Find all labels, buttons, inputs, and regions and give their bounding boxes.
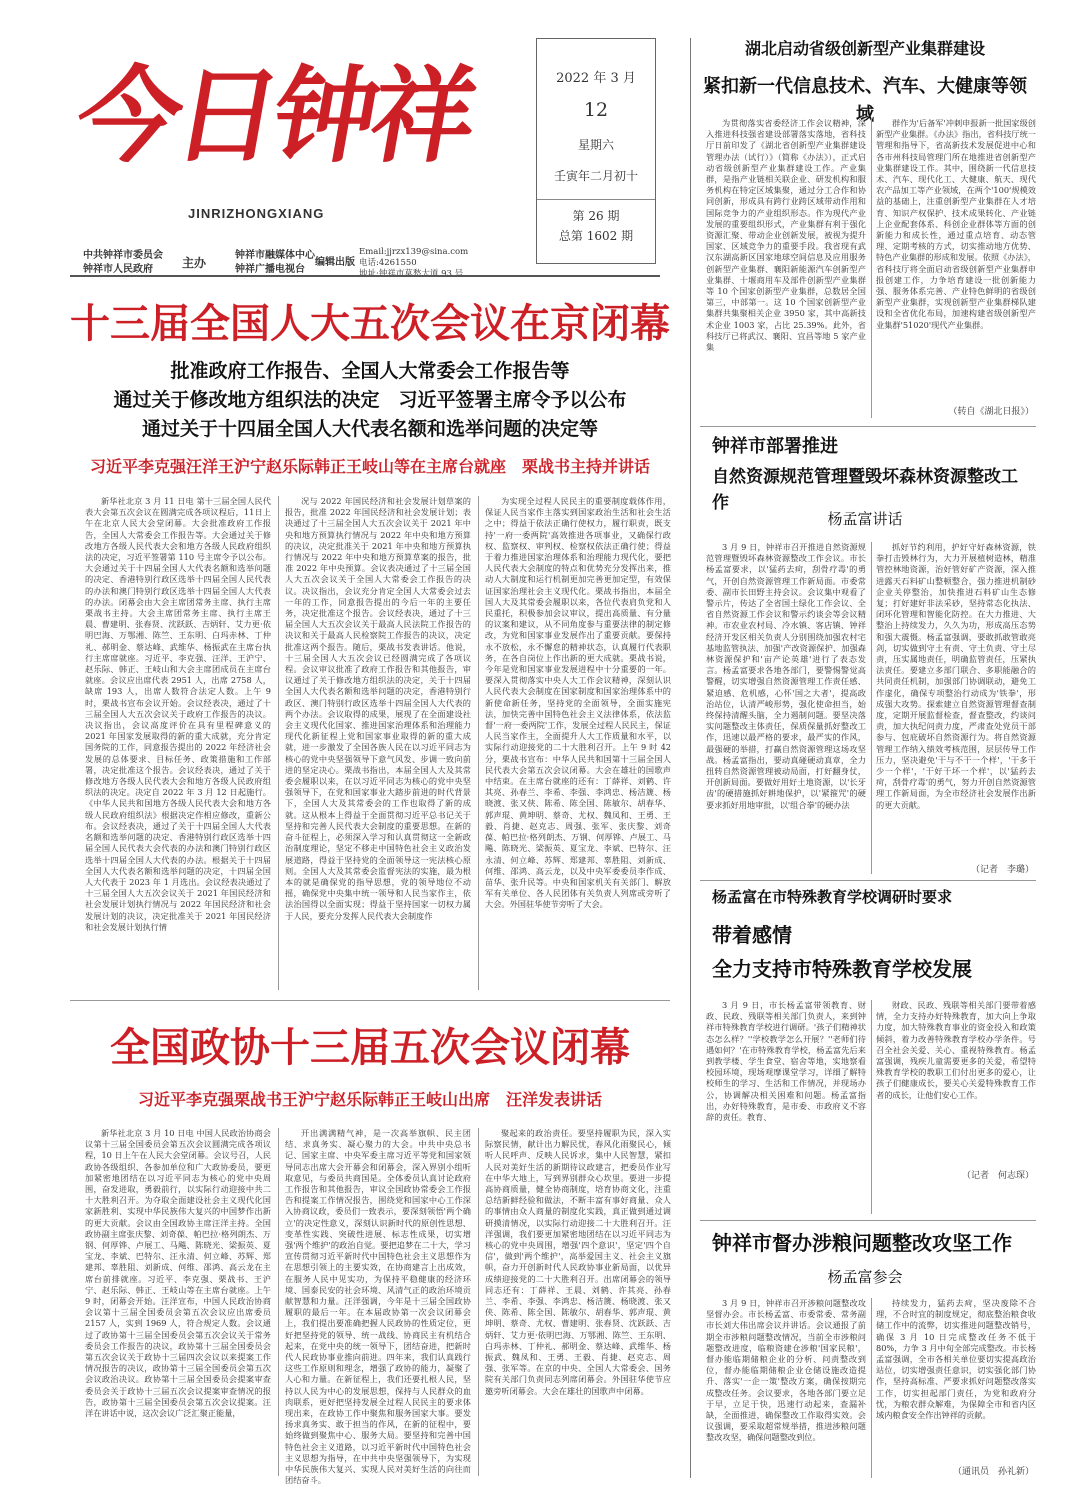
article2-text-2: 开出满满精气神，是一次高举旗帜、民主团结、求真务实、凝心聚力的大会。中共中央总书记、国家主席、中央军委主席习近平等党和国家领导同志出席大会开幕会和闭幕会，深入界别小组听取意见，与委员共商国是。全体委员认真讨论政府工作报告和其他报告，审议全国政协常委会工作报告和提案工作情况报告，围绕党和国家中心工作深入协商议政，委员们一致表示，要深刻领悟'两个确立'的决定性意义，深刻认识新时代的原创性思想、变革性实践、突破性进展、标志性成果，切实增强'两个维护'的政治自觉。要把追梦在二十大，学习宣传贯彻习近平新时代中国特色社会主义思想作为在思想引领上的主要实效，在协商建言上出成效，在服务人民中见实功，为保持平稳健康的经济环境、国泰民安的社会环境、风清气正的政治环境贡献智慧和力量。汪洋强调，今年是十三届全国政协履职的最后一年。在本届政协第一次会议闭幕会上，我们提出要准确把握人民政协的性质定位，更好把坚持党的领导、统一战线、协商民主有机结合起来，在党中央的统一领导下，团结奋进，把新时代人民政协事业推向前进。四年来，我们认真践行这些工作原则和理念，增强了政协的能力，凝聚了人心和力量。在新征程上，我们还要扎根人民，坚持以人民为中心的发展思想，保持与人民群众的血肉联系，更好把坚持发展全过程人民民主的要求体现出来，在政协工作中聚焦和服务国家大事。要发扬求真务实、敢于担当的作风，在新的征程中，要始终做到聚焦中心、服务大局。要坚持和完善中国特色社会主义道路，以习近平新时代中国特色社会主义思想为指导，在中共中央坚强领导下，为实现中华民族伟大复兴、实现人民对美好生活的向往而团结奋斗。 [285,1128,471,1486]
masthead [67,38,540,238]
article1-column-2 [285,496,471,990]
masthead-rule [70,275,660,277]
article5-title-1: 带着感情 [712,923,792,947]
article1-column-1 [85,496,271,990]
article5-kicker: 杨孟富在市特殊教育学校调研时要求 [712,888,953,906]
article3-text-2: 群作为'后备军'冲刺申报新一批国家级创新型产业集群。《办法》指出，省科技厅统一管理和指导下，省高新技术发展促进中心和各市州科技局管理门所在地推进省创新型产业集群建设工作。其中，围绕新一代信息技术、汽车、现代化工、大健康、航天、现代农产品加工等产业领域，在两个'100'规模效益的基础上，注重创新型产业集群在人才培育、知识产权保护、技术成果转化、产业链上企业配套体系、科创企业群体等方面的创新能力和成长性，通过重点培育、动态管理、定期考核的方式，切实推动地方优势、特色产业集群的形成和发展。依照《办法》，省科技厅将全面启动省级创新型产业集群申报创建工作，力争培育建设一批创新能力强、服务体系完善、产业特色鲜明的省级创新型产业集群，实现创新型产业集群梯队建设和全省优化布局，加速构建省级创新型产业集群'51020'现代产业集群。 [876,118,1036,330]
date-box [536,38,656,264]
article4-text-2: 抓好节约利用，护好守好森林资源，铁拳打击毁林行为，大力开展植树造林，精准管控林地资源，治好管好矿产资源，深入推进露天石料矿山整顿整合，强力推进机制砂企业关停整治，加快推进石料矿山生态修复；打好建好非法采砂，坚持常态化执法、闭环化管理和智能化防控。在大力推进、大整治上持续发力，久久为功，形成高压态势和强大震慑。杨孟富强调，要敢抓敢管敢亮剑，切实做到守土有责、守土负责、守土尽责，压实属地责任，明确监管责任，压紧执法责任。要建立多部门联合、多职能融合的共同责任机制，加强部门协调联动，避免工作虚化，确保专项整治行动成为'铁拳'，形成强大攻势。探索建立自然资源管理督查制度，定期开展监督检查，督查整改，约谈问责，加大执纪问责力度，严肃查处党员干部参与、包庇破坏自然资源行为。将自然资源管理工作纳入绩效考核范围，层层传导工作压力，坚决避免'干与不干一个样'，'干多干少一个样'，'干好干坏一个样'，以'猛药去疴，刮骨疗毒'的勇气，努力开创自然资源管理工作新局面，为全市经济社会发展作出新的更大贡献。 [876,542,1036,810]
article1-title: 十三届全国人大五次会议在京闭幕 [70,301,670,347]
article2-column-1 [85,1128,271,1476]
logo-text: 今日钟祥 [67,54,481,177]
publisher-org-2: 钟祥市人民政府 [83,264,153,275]
article3-kicker: 湖北启动省级创新型产业集群建设 [744,39,985,58]
publisher-info [83,247,533,287]
article2-title: 全国政协十三届五次会议闭幕 [110,1025,630,1071]
article5-column-1 [706,1000,866,1214]
article3-credit: （转自《湖北日报》） [948,407,1034,417]
article4-byline: 杨孟富讲话 [827,510,903,528]
article4-credit: （记者 李璐） [970,865,1034,875]
article4-kicker: 钟祥市部署推进 [712,436,838,457]
article3-title: 紧扣新一代信息技术、汽车、大健康等领域 [703,76,1027,125]
article2-subtitle: 习近平李克强栗战书王沪宁赵乐际韩正王岐山出席 汪洋发表讲话 [137,1090,602,1109]
issue-weekday: 星期六 [577,138,614,152]
article4-text-1: 3 月 9 日，钟祥市召开推进自然资源规范管理暨毁坏森林资源整改工作会议。市长杨孟富要求，以'猛药去疴，刮骨疗毒'的勇气，开创自然资源管理工作新局面。市委常委、副市长田野主持会议。会议集中观看了警示片，传达了全省国土绿化工作会议、全省自然资源工作会议和警示约谈会等会议精神。市农业农村局、冷水镇、客店镇、钟祥经济开发区相关负责人分别围绕加强农村宅基地监管执法、加强'产改资源保护、加强森林资源保护和'亩产论英雄'进行了表态发言。杨孟富要求各地各部门，要警惕警觉高警醒，切实增强自然资源管理工作责任感、紧迫感、危机感，心怀'国之大者'，提高政治站位，认清严峻形势，强化使命担当，始终保持清醒头脑，全力遏制问题。要坚决落实问题整改主体责任，保质保量抓好整改工作，迅速以最严格的要求，最严实的作风，最强硬的举措，打赢自然资源管理这场攻坚战。杨孟富指出，要动真碰硬动真章，全力扭转自然资源管理被动局面，打好翻身仗，开创新局面。要做好用好土地资源，以'长牙齿'的硬措施抓好耕地保护，以'紧箍咒'的硬要求抓好用地审批，以'组合拳'的硬办法 [706,542,866,810]
article1-column-3 [485,496,671,990]
article2-text-3: 聚起来的政治责任。要坚持履职为民，深入实际察民情，献计出力解民忧，春风化雨聚民心，倾听人民呼声、反映人民诉求，集中人民智慧，紧扣人民对美好生活的新期待议政建言，把委员作业写在中华大地上，写到界别群众心坎里。要进一步提高协商质量，健全协商制度，培育协商文化，注重总结新鲜经验和做法，不断丰富有事好商量、众人的事情由众人商量的制度化实践，真正做到通过调研摸清情况，以实际行动迎接二十大胜利召开。汪洋强调，我们要更加紧密地团结在以习近平同志为核心的党中央周围，增强'四个意识'，坚定'四个自信'，做到'两个维护'，高举爱国主义、社会主义旗帜，奋力开创新时代人民政协事业新局面，以优异成绩迎接党的二十大胜利召开。出席闭幕会的领导同志还有：丁薛祥、王晨、刘鹤、许其亮、孙春兰、李希、李强、李鸿忠、杨洁篪、杨晓渡、张又侠、陈希、陈全国、陈敏尔、胡春华、郭声琨、黄坤明、蔡奇、尤权、曹建明、张春贤、沈跃跃、吉炳轩、艾力更·依明巴海、万鄂湘、陈竺、王东明、白玛赤林、丁仲礼、郝明金、蔡达峰、武维华、杨振武、魏凤和、王勇、王毅、肖捷、赵克志、周强、张军等。在京的中央、全国人大常委会、国务院有关部门负责同志列席闭幕会。外国驻华使节应邀旁听闭幕会。大会在雄壮的国歌声中闭幕。 [485,1128,671,1396]
media-org-2: 钟祥广播电视台 [235,264,305,275]
article1-subtitle-1: 批准政府工作报告、全国人大常委会工作报告等 [170,360,570,382]
article5-column-2 [876,1000,1036,1164]
contact-phone: 电话:4261550 [359,258,417,268]
article3-column-2 [876,118,1036,398]
article5-text-2: 财政、民政、残联等相关部门要带着感情，全力支持办好特殊教育，加大向上争取力度，加大特殊教育事业的资金投入和政策倾斜，着力改善特殊教育学校办学条件。号召全社会关爱、关心、重视特殊教育。杨孟富强调，残疾儿童需要更多的关爱，希望特殊教育学校的教职工们付出更多的爱心，让孩子们健康成长，要关心关爱特殊教育工作者的成长，让他们安心工作。 [876,1000,1036,1100]
article6-text-2: 持续发力，猛药去疴，坚决废除不合理，不合时宜的制度规定，彻底整治粮食收储工作中的流弊，切实推进问题整改销号，确保 3 月 10 日完成整改任务不低于 80%，力争 3 月中旬全部完成整改。市长杨孟富强调，全市各相关单位要切实提高政治站位，切实增强责任意识，切实强化部门协作，坚持高标准、严要求抓好问题整改落实工作，切实担起部门责任，为党和政府分忧，为粮农群众解难，为保障全市和省内区域内粮食安全作出钟祥的贡献。 [876,1298,1036,1421]
contact-address: 地址:钟祥市莫愁大道 93 号 [359,269,464,279]
article1-subtitle-3: 通过关于十四届全国人大代表名额和选举问题的决定等 [141,418,598,440]
article6-title: 钟祥市督办涉粮问题整改攻坚工作 [712,1231,1012,1255]
article6-byline: 杨孟富参会 [827,1268,903,1286]
article1-text-1: 新华社北京 3 月 11 日电 第十三届全国人民代表大会第五次会议在圆满完成各项议程后，11日上午在北京人民大会堂闭幕。大会批准政府工作报告，全国人大常委会工作报告等。大会通过关于修改地方各级人民代表大会和地方各级人民政府组织法的决定，习近平签署第 110 号主席令予以公布。大会通过关于十四届全国人大代表名额和选举问题的决定、香港特别行政区选举十四届全国人民代表的办法和澳门特别行政区选举十四届全国人大代表的办法。闭幕会由大会主席团常务主席、执行主席栗战书主持。大会主席团常务主席、执行主席王晨、曹建明、张春贤、沈跃跃、吉炳轩、艾力更·依明巴海、万鄂湘、陈竺、王东明、白玛赤林、丁仲礼、郝明金、蔡达峰、武维华、杨振武在主席台执行主席席就座。习近平、李克强、汪洋、王沪宁、赵乐际、韩正、王岐山和大会主席团成员在主席台就座。会议应出席代表 2951 人，出席 2758 人，缺席 193 人，出席人数符合法定人数。上午 9 时，栗战书宣布会议开始。会议经表决，通过了十三届全国人大五次会议关于政府工作报告的决议。决议指出，会议高度评价在具有里程碑意义的 2021 年国家发展取得的新的重大成就，充分肯定国务院的工作，同意报告提出的 2022 年经济社会发展的总体要求、目标任务、政策措施和工作部署，决定批准这个报告。会议经表决，通过了关于修改地方各级人民代表大会和地方各级人民政府组织法的决定。决定自 2022 年 3 月 12 日起施行。《中华人民共和国地方各级人民代表大会和地方各级人民政府组织法》根据决定作相应修改，重新公布。会议经表决，通过了关于十四届全国人大代表名额和选举问题的决定、香港特别行政区选举十四届全国人民代表大会代表的办法和澳门特别行政区选举十四届全国人大代表的办法。根据关于十四届全国人大代表名额和选举问题的决定，十四届全国人大代表于 2023 年 1 月选出。会议经表决通过了十三届全国人大五次会议关于 2021 年国民经济和社会发展计划执行情况与 2022 年国民经济和社会发展计划的决议，决定批准关于 2021 年国民经济和社会发展计划执行情 [85,496,271,932]
article1-subtitle-2: 通过关于修改地方组织法的决定 习近平签署主席令予以公布 [113,389,627,411]
article5-text-1: 3 月 9 日，市长杨孟富带领教育、财政、民政、残联等相关部门负责人，来到钟祥市特殊教育学校进行调研。'孩子们精神状态怎么样？''学校教学怎么开展？''老师们待遇如何？'在市特殊教育学校，杨孟富先后来到教学楼、学生食堂、宿舍等地，实地察看校园环境，现场观摩课堂学习，详细了解特校师生的学习、生活和工作情况，并现场办公，协调解决相关困难和问题。杨孟富指出，办好特殊教育，是市委、市政府义不容辞的责任。教育、 [706,1000,866,1123]
issue-number: 第 26 期 [572,209,620,223]
article2-text-1: 新华社北京 3 月 10 日电 中国人民政治协商会议第十三届全国委员会第五次会议圆满完成各项议程，10 日上午在人民大会堂闭幕。会议号召，人民政协各级组织、各参加单位和广大政协委员，要更加紧密地团结在以习近平同志为核心的党中央周围，奋发进取，勇毅前行，以实际行动迎接中共二十大胜利召开。为夺取全面建设社会主义现代化国家新胜利、实现中华民族伟大复兴的中国梦作出新的更大贡献。会议由全国政协主席汪洋主持。全国政协副主席张庆黎、刘奇葆、帕巴拉·格列朗杰、万钢、何厚铧、卢展工、马飚、陈晓光、梁振英、夏宝龙、李斌、巴特尔、汪永清、何立峰、苏辉、郑建邦、辜胜阻、刘新成、何维、邵鸿、高云龙在主席台前排就座。习近平、李克强、栗战书、王沪宁、赵乐际、韩正、王岐山等在主席台就座。上午 9 时，闭幕会开始。汪洋宣布，中国人民政治协商会议第十三届全国委员会第五次会议应出席委员 2157 人，实到 1969 人，符合规定人数。会议通过了政协第十三届全国委员会第五次会议关于常务委员会工作报告的决议，政协第十三届全国委员会第五次会议关于政协十三届四次会议以来提案工作情况报告的决议，政协第十三届全国委员会第五次会议政治决议。政协第十三届全国委员会提案审查委员会关于政协十三届五次会议提案审查情况的报告，政协第十三届全国委员会第五次会议提案。汪洋在讲话中说，这次会议广泛汇聚正能量， [85,1128,271,1419]
article3-text-1: 为贯彻落实省委经济工作会议精神，深入推进科技强省建设部署落实落地，省科技厅日前印发了《湖北省创新型产业集群建设管理办法（试行）》（简称《办法》），正式启动省级创新型产业集群建设工作。产业集群，是指产业链相关联企业、研发机构和服务机构在特定区域集聚，通过分工合作和协同创新，形成具有跨行业跨区域带动作用和国际竞争力的产业组织形态。作为现代产业发展的重要组织形式，产业集群有利于强化资源汇聚、带动企业创新发展，被视为提升国家、区域竞争力的重要手段。我省现有武汉东湖高新区国家地球空间信息及应用服务创新型产业集群、襄阳新能源汽车创新型产业集群、十堰商用车及部件创新型产业集群等 10 个国家创新型产业集群，总数居全国第三，中部第一。这 10 个国家创新型产业集群共集聚相关企业 3950 家，其中高新技术企业 1003 家，占比 25.39%。此外，省科技厅已将武汉、襄阳、宜昌等地 5 家产业集 [706,118,866,353]
publisher-org-1: 中共钟祥市委员会 [83,250,163,261]
issue-lunar-date: 壬寅年二月初十 [553,169,638,183]
edition-label: 编辑出版 [315,257,355,268]
contact-email: Email:jjrzx139@sina.com [359,247,469,257]
logo-pinyin: JINRIZHONGXIANG [188,206,325,221]
article4-column-1 [706,542,866,874]
issue-total-number: 总第 1602 期 [558,229,634,243]
article4-column-2 [876,542,1036,860]
article5-title-2: 全力支持市特殊教育学校发展 [712,957,972,981]
article1-subtitle-4: 习近平李克强汪洋王沪宁赵乐际韩正王岐山等在主席台就座 栗战书主持并讲话 [89,457,650,476]
issue-date: 2022 年 3 月 [556,71,636,86]
sponsor-label: 主办 [182,256,207,270]
media-org-1: 钟祥市融媒体中心 [235,250,315,261]
article2-column-2 [285,1128,471,1486]
newspaper-logo [67,52,508,180]
article4-title: 自然资源规范管理暨毁坏森林资源整改工作 [712,467,1018,513]
article6-credit: （通讯员 孙礼新） [952,1467,1034,1477]
article2-column-3 [485,1128,671,1476]
article6-text-1: 3 月 9 日，钟祥市召开涉粮问题整改攻坚督办会。市长杨孟富、市委常委、常务副市长刘大伟出席会议并讲话。会议通报了前期全市涉粮问题整改情况，当前全市涉粮问题整改进度，临粮资建仓涉粮'国家民粮'，督办能临期储粮企业的分析、问责整改到位，督办能临期储粮企业仓储设施改造提升、落实'一企一策'整改方案，确保按期完成整改任务。会议要求，各地各部门要立足于早，立足于快，迅速行动起来，查漏补缺，全面推进，确保整改工作取得实效。会议强调，要采取超常规举措，推进涉粮问题整改攻坚，确保问题整改到位。 [706,1298,866,1443]
article6-column-1 [706,1298,866,1478]
issue-day: 12 [583,99,609,121]
article1-text-2: 况与 2022 年国民经济和社会发展计划草案的报告，批准 2022 年国民经济和社会发展计划；表决通过了十三届全国人大五次会议关于 2021 年中央和地方预算执行情况与 2022 年中央和地方预算的决议，决定批准关于 2021 年中央和地方预算执行情况与 2022 年中央和地方预算草案的报告，批准 2022 年中央预算。会议表决通过了十三届全国人大五次会议关于全国人大常委会工作报告的决议。决议指出，会议充分肯定全国人大常委会过去一年的工作，同意报告提出的今后一年的主要任务，决定批准这个报告。会议经表决，通过了十三届全国人大五次会议关于最高人民法院工作报告的决议和关于最高人民检察院工作报告的决议，决定批准这两个报告。随后，栗战书发表讲话。他说，十三届全国人大五次会议已经圆满完成了各项议程。会议审议批准了政府工作报告和其他报告，审议通过了关于修改地方组织法的决定，关于十四届全国人大代表名额和选举问题的决定，香港特别行政区、澳门特别行政区选举十四届全国人大代表的两个办法。会议取得的成果，展现了在全面建设社会主义现代化国家、推进国家治理体系和治理能力现代化新征程上党和国家事业取得的新的重大成就，进一步激发了全国各族人民在以习近平同志为核心的党中央坚强领导下意气风发、步调一致向前进的坚定决心。栗战书指出，本届全国人大及其常委会履职以来，在以习近平同志为核心的党中央坚强领导下，在党和国家事业大踏步前进的时代背景下，全国人大及其常委会的工作也取得了新的成就。这从根本上得益于全面贯彻习近平总书记关于坚持和完善人民代表大会制度的重要思想。在新的奋斗征程上，必须深入学习和认真贯彻这一全新政治制度理论，坚定不移走中国特色社会主义政治发展道路，得益于坚持党的全面领导这一宪法核心原则。全国人大及其常委会监督宪法的实施，最为根本的就是确保党的指导思想，党的领导地位不动摇，确保党中央集中统一领导和人民当家作主，依法治国得以全面实现；得益于坚持国家一切权力属于人民，要充分发挥人民代表大会制度作 [285,496,471,921]
article6-column-2 [876,1298,1036,1460]
article3-column-1 [706,118,866,418]
article1-text-3: 为实现全过程人民民主的重要制度载体作用，保证人民当家作主落实到国家政治生活和社会生活之中；得益于依法正确行使权力，履行职责，既支持'一府一委两院'高效推进各项事业，又确保行政权、监察权、审判权、检察权依法正确行使；得益于着力推进国家治理体系和治理能力现代化，要把人民代表大会制度的特点和优势充分发挥出来，推动人大制度和运行机制更加完善更加定型，有效保证国家治理社会主义现代化。栗战书指出，本届全国人大及其常委会履职以来，各位代表肩负党和人民重托，积极参加会议审议，提出高质量、有分量的议案和建议，从不同角度参与重要法律的制定修改，为党和国家事业发展作出了重要贡献。要保持永不放松，永不懈怠的精神状态，认真履行代表职务，在各自岗位上作出新的更大成就。栗战书说，今年是党和国家事业发展进程中十分重要的一年。要深入贯彻落实中央人大工作会议精神，深刻认识人民代表大会制度在国家制度和国家治理体系中的新使命新任务，坚持党的全面领导，全面实施宪法，加快完善中国特色社会主义法律体系，依法监督'一府一委两院'工作，发展全过程人民民主，保证人民当家作主，全面提升人大工作质量和水平，以实际行动迎接党的二十大胜利召开。上午 9 时 42 分，栗战书宣布：中华人民共和国第十三届全国人民代表大会第五次会议闭幕。大会在雄壮的国歌声中结束。在主席台就座的还有：丁薛祥、刘鹤、许其亮、孙春兰、李希、李强、李鸿忠、杨洁篪、杨晓渡、张又侠、陈希、陈全国、陈敏尔、胡春华、郭声琨、黄坤明、蔡奇、尤权、魏凤和、王勇、王毅、肖捷、赵克志、周强、张军、张庆黎、刘奇葆、帕巴拉·格列朗杰、万钢、何厚铧、卢展工、马飚、陈晓光、梁振英、夏宝龙、李斌、巴特尔、汪永清、何立峰、苏辉、郑建邦、辜胜阻、刘新成、何维、邵鸿、高云龙，以及中央军委委员李作成、苗华、张升民等。中央和国家机关有关部门、解放军有关单位、各人民团体有关负责人列席或旁听了大会。外国驻华使节旁听了大会。 [485,496,671,910]
article5-credit: （记者 何志琛） [961,1171,1034,1181]
